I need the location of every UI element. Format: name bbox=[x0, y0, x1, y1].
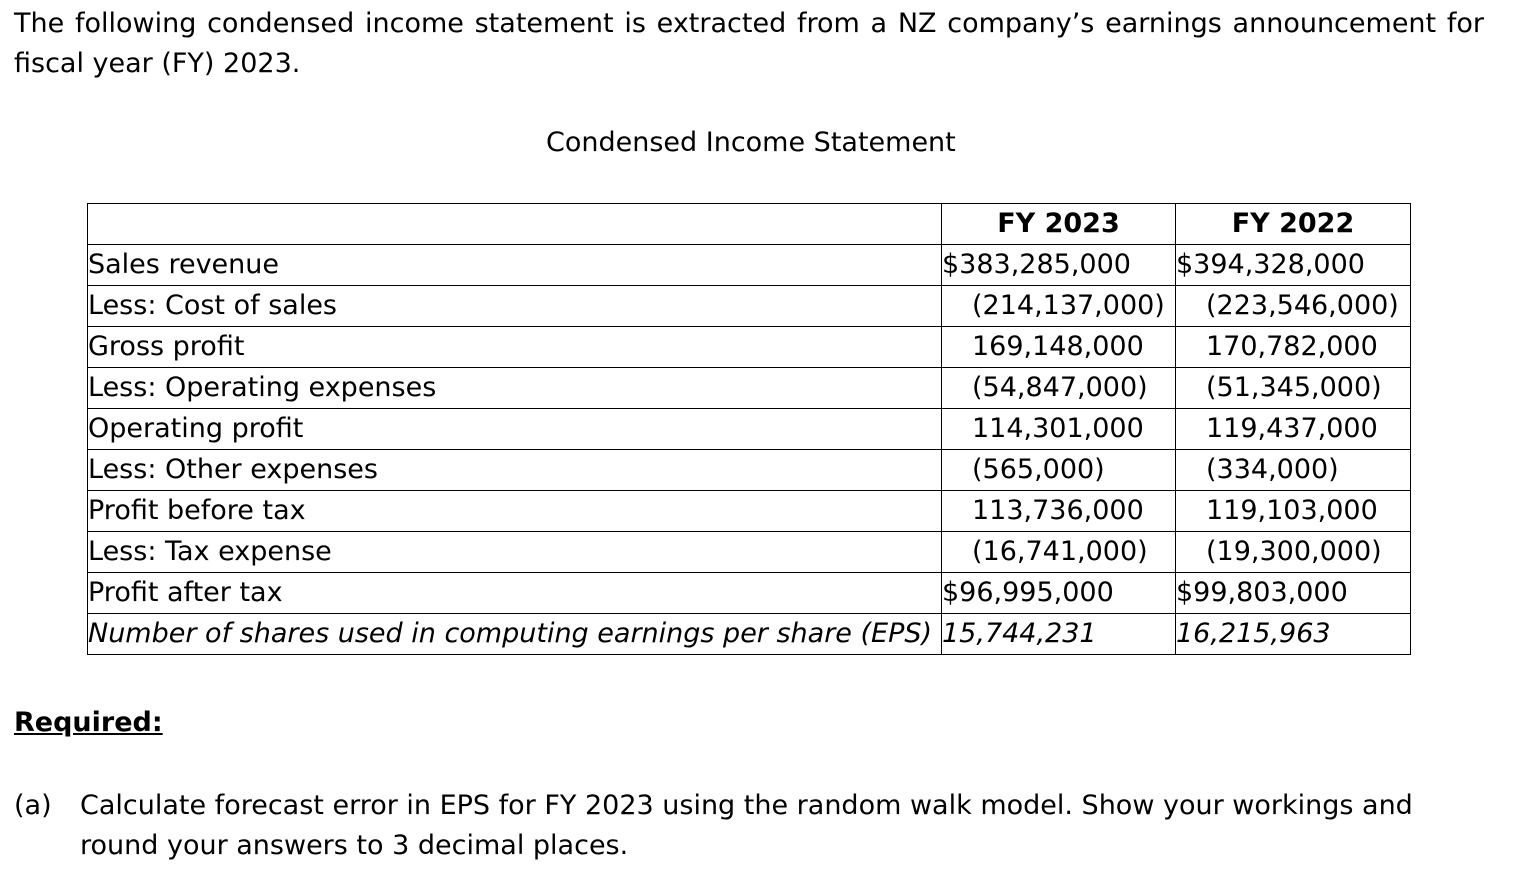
table-row bbox=[88, 450, 1411, 491]
row-label: Number of shares used in computing earnings per share (EPS) bbox=[88, 614, 942, 655]
row-label: Sales revenue bbox=[88, 245, 942, 286]
row-fy2022: 119,437,000 bbox=[1176, 409, 1411, 450]
row-fy2023: (565,000) bbox=[942, 450, 1176, 491]
row-fy2022: 170,782,000 bbox=[1176, 327, 1411, 368]
header-label bbox=[88, 204, 942, 245]
table-row bbox=[88, 368, 1411, 409]
table-row bbox=[88, 409, 1411, 450]
intro-paragraph: The following condensed income statement is extracted from a NZ company’s earnings announcement for fiscal year (FY) 2023. bbox=[14, 8, 1484, 79]
row-label: Less: Operating expenses bbox=[88, 368, 942, 409]
question-text: Calculate forecast error in EPS for FY 2023 using the random walk model. Show your workings and round your answers to 3 decimal places. bbox=[80, 790, 1413, 861]
row-label: Gross profit bbox=[88, 327, 942, 368]
row-fy2022: $99,803,000 bbox=[1176, 573, 1411, 614]
row-fy2022: (51,345,000) bbox=[1176, 368, 1411, 409]
row-label: Operating profit bbox=[88, 409, 942, 450]
row-fy2023: (16,741,000) bbox=[942, 532, 1176, 573]
row-fy2023: 113,736,000 bbox=[942, 491, 1176, 532]
row-fy2022: 16,215,963 bbox=[1176, 614, 1411, 655]
statement-title: Condensed Income Statement bbox=[546, 127, 956, 158]
row-fy2022: 119,103,000 bbox=[1176, 491, 1411, 532]
header-fy2022: FY 2022 bbox=[1176, 204, 1411, 245]
question-item bbox=[14, 786, 1484, 866]
row-fy2023: $96,995,000 bbox=[942, 573, 1176, 614]
header-fy2023: FY 2023 bbox=[942, 204, 1176, 245]
row-label: Less: Other expenses bbox=[88, 450, 942, 491]
row-fy2023: 114,301,000 bbox=[942, 409, 1176, 450]
table-row bbox=[88, 286, 1411, 327]
row-fy2022: $394,328,000 bbox=[1176, 245, 1411, 286]
required-heading: Required: bbox=[14, 707, 163, 738]
row-fy2023: $383,285,000 bbox=[942, 245, 1176, 286]
row-label: Less: Cost of sales bbox=[88, 286, 942, 327]
question-marker: (a) bbox=[14, 790, 52, 821]
row-fy2023: (54,847,000) bbox=[942, 368, 1176, 409]
table-row bbox=[88, 532, 1411, 573]
row-label: Profit before tax bbox=[88, 491, 942, 532]
table-row bbox=[88, 327, 1411, 368]
table-row bbox=[88, 614, 1411, 655]
row-fy2023: 169,148,000 bbox=[942, 327, 1176, 368]
row-fy2022: (334,000) bbox=[1176, 450, 1411, 491]
table-row bbox=[88, 245, 1411, 286]
table-header-row bbox=[88, 204, 1411, 245]
row-fy2023: (214,137,000) bbox=[942, 286, 1176, 327]
row-fy2022: (19,300,000) bbox=[1176, 532, 1411, 573]
table-row bbox=[88, 573, 1411, 614]
income-statement-table bbox=[87, 203, 1411, 655]
row-fy2022: (223,546,000) bbox=[1176, 286, 1411, 327]
row-fy2023: 15,744,231 bbox=[942, 614, 1176, 655]
table-row bbox=[88, 491, 1411, 532]
row-label: Profit after tax bbox=[88, 573, 942, 614]
row-label: Less: Tax expense bbox=[88, 532, 942, 573]
